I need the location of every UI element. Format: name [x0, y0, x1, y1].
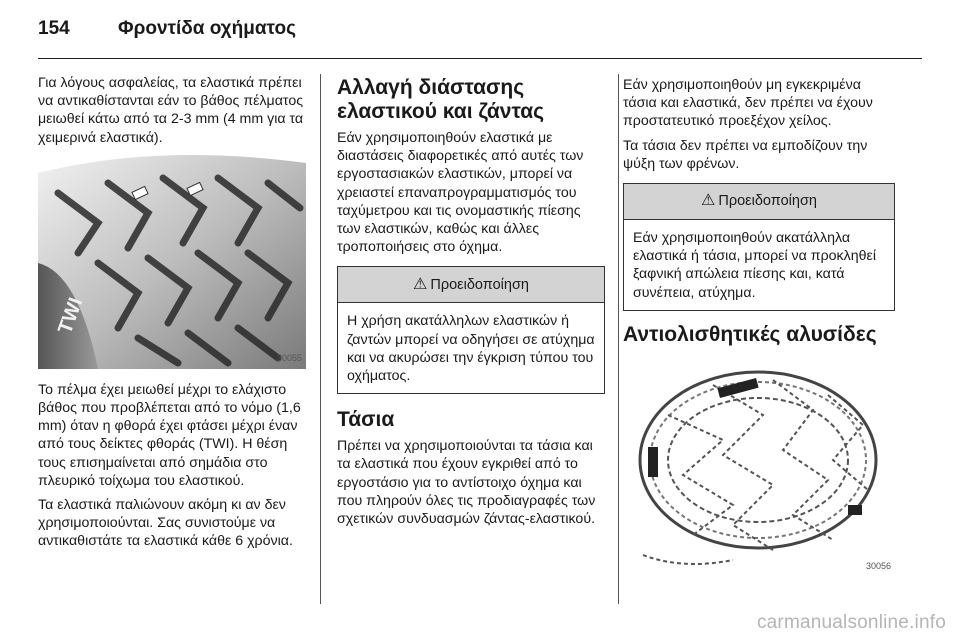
paragraph: Τα τάσια δεν πρέπει να εμποδίζουν την ψύξη των φρένων.	[623, 137, 868, 172]
watermark: carmanualsonline.info	[756, 612, 946, 633]
paragraph: Εάν χρησιμοποιηθούν μη εγκεκριμένα τάσια και ελαστικά, δεν πρέπει να έχουν προστατευτικό προεξέχον χείλος.	[623, 77, 873, 130]
warning-header	[624, 184, 894, 220]
paragraph: Εάν χρησιμοποιηθούν ελαστικά με διαστάσεις διαφορετικές από αυτές των εργοστασιακών ελαστικών, μπορεί να χρειαστεί επαναπρογραμματισμός του ταχύμετρου και τις ονομαστικής πίεσης των ελαστικών, καθώς και άλλες τροποποιήσεις στο όχημα.	[337, 130, 584, 256]
figure-label: 30056	[865, 560, 891, 571]
snow-chain-figure	[623, 355, 895, 577]
header-rule	[38, 58, 922, 59]
section-heading: Αλλαγή διάστασης ελαστικού και ζάντας	[337, 76, 545, 123]
column-3	[623, 76, 895, 577]
warning-title: Προειδοποίηση	[718, 193, 817, 210]
tyre-tread-figure	[38, 153, 306, 369]
tyre-tread-illustration	[38, 153, 306, 369]
paragraph: Για λόγους ασφαλείας, τα ελαστικά πρέπει να αντικαθίστανται εάν το βάθος πέλματος μειωθεί κάτω από τα 2-3 mm (4 mm για τα χειμερινά ελαστικά).	[38, 75, 304, 146]
twi-marking: TWI	[54, 294, 88, 337]
warning-text: Εάν χρησιμοποιηθούν ακατάλληλα ελαστικά ή τάσια, μπορεί να προκληθεί ξαφνική απώλεια πίεσης και, κατά συνέπεια, ατύχημα.	[633, 230, 876, 301]
section-heading: Αντιολισθητικές αλυσίδες	[623, 322, 877, 346]
page-header	[38, 18, 296, 48]
warning-box	[623, 183, 895, 311]
column-1	[38, 74, 306, 557]
warning-box	[337, 266, 605, 394]
warning-triangle-icon: ⚠	[413, 275, 428, 293]
warning-triangle-icon: ⚠	[701, 192, 716, 210]
paragraph: Τα ελαστικά παλιώνουν ακόμη κι αν δεν χρησιμοποιούνται. Σας συνιστούμε να αντικαθιστάτε τα ελαστικά κάθε 6 χρόνια.	[38, 497, 293, 550]
page-number: 154	[38, 18, 70, 39]
warning-title: Προειδοποίηση	[430, 276, 529, 293]
warning-text: Η χρήση ακατάλληλων ελαστικών ή ζαντών μπορεί να οδηγήσει σε ατύχημα και να ακυρώσει την έγκριση τύπου του οχήματος.	[347, 313, 595, 385]
column-2	[337, 76, 605, 534]
section-heading: Τάσια	[337, 408, 395, 432]
column-divider	[618, 74, 619, 604]
chapter-title: Φροντίδα οχήματος	[118, 18, 296, 39]
paragraph: Πρέπει να χρησιμοποιούνται τα τάσια και τα ελαστικά που έχουν εγκριθεί από το εργοστάσιο για το αντίστοιχο όχημα και που πληρούν όλες τις προδιαγραφές των σχετικών συνδυασμών ζάντας-ελαστικού.	[337, 438, 596, 528]
snow-chain-illustration	[623, 355, 895, 577]
figure-label: 30055	[276, 352, 302, 363]
column-divider	[320, 74, 321, 604]
warning-header	[338, 267, 604, 303]
paragraph: Το πέλμα έχει μειωθεί μέχρι το ελάχιστο βάθος που προβλέπεται από το νόμο (1,6 mm) όταν η φθορά έχει φτάσει μέχρι έναν από τους δείκτες φθοράς (TWI). Η θέση τους επισημαίνεται από σημάδια στο πλευρικό τοίχωμα του ελαστικού.	[38, 381, 301, 489]
